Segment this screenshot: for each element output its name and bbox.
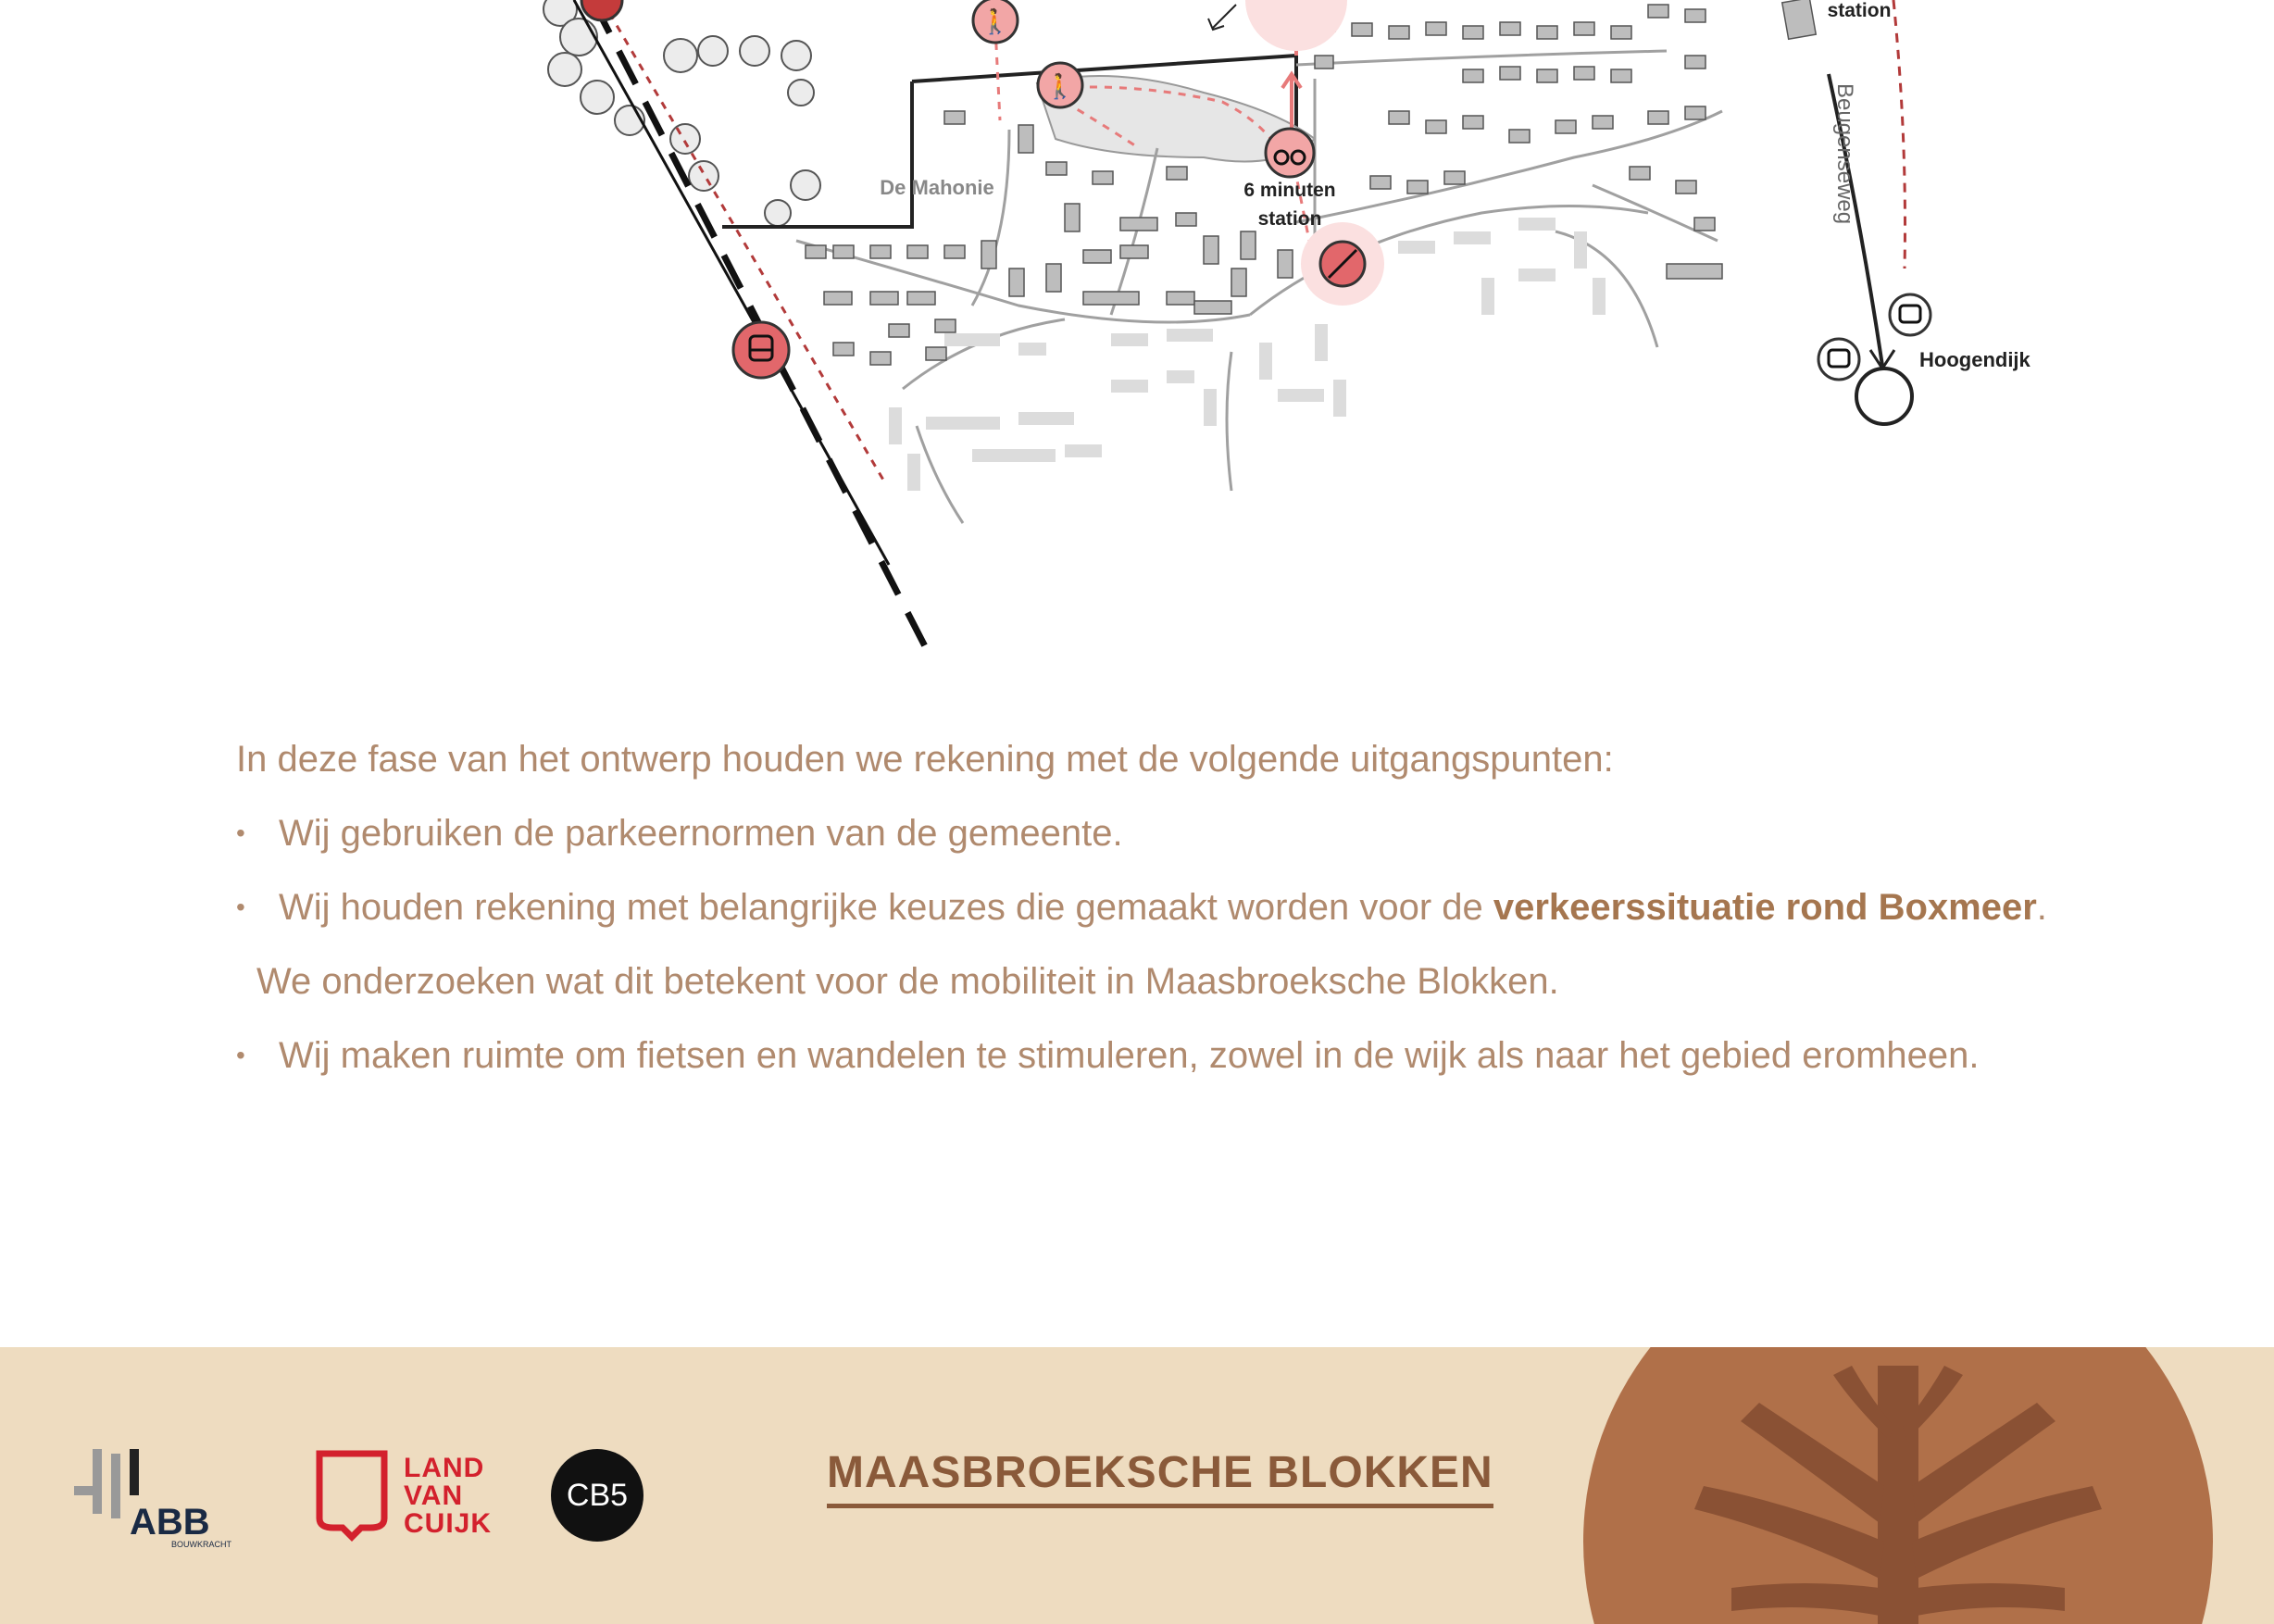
bus-marker bbox=[1890, 294, 1930, 335]
bullet-item bbox=[236, 796, 2088, 870]
bullet-text-pre: Wij houden rekening met belangrijke keuzes die gemaakt worden voor de bbox=[279, 887, 1493, 928]
bullet-item bbox=[236, 1018, 2088, 1093]
station-top-label: station bbox=[1827, 0, 1892, 21]
hoogendijk-label: Hoogendijk bbox=[1919, 348, 2030, 371]
walk-marker bbox=[973, 0, 1018, 43]
site-map bbox=[0, 0, 2274, 648]
bullet-text: Wij maken ruimte om fietsen en wandelen te stimuleren, zowel in de wijk als naar het gebied eromheen. bbox=[279, 1035, 1980, 1076]
bullet-text bbox=[256, 887, 2047, 1002]
return-arrow bbox=[1208, 5, 1236, 30]
bullet-text-bold: verkeerssituatie rond Boxmeer bbox=[1493, 887, 2037, 928]
beugenseweg-label: Beugenseweg bbox=[1832, 83, 1857, 225]
train-marker bbox=[733, 322, 789, 378]
bullet-item bbox=[236, 870, 2088, 1018]
cb5-logo-text: CB5 bbox=[566, 1477, 629, 1513]
de-mahonie-label: De Mahonie bbox=[880, 176, 994, 199]
principles-text bbox=[236, 722, 2088, 1093]
hoogendijk-node bbox=[1856, 369, 1912, 424]
lvc-line: LAND bbox=[404, 1453, 485, 1483]
station-halo bbox=[1245, 0, 1347, 51]
bullet-dot: • bbox=[236, 893, 245, 921]
footer bbox=[0, 1347, 2274, 1624]
walking-route bbox=[602, 0, 884, 481]
lvc-line: CUIJK bbox=[404, 1508, 493, 1539]
bullet-dot: • bbox=[236, 1041, 245, 1069]
bullet-dot: • bbox=[236, 818, 245, 847]
walk-marker bbox=[1038, 63, 1082, 107]
bus-marker bbox=[1818, 339, 1859, 380]
tree-emblem bbox=[1574, 1347, 2222, 1624]
land-van-cuijk-logo-text bbox=[404, 1455, 492, 1538]
station-label: station bbox=[1257, 208, 1322, 230]
abb-logo-subtext: BOUWKRACHT bbox=[171, 1540, 231, 1549]
cb5-logo bbox=[551, 1449, 643, 1542]
station-building bbox=[1782, 0, 1816, 39]
train-marker-top bbox=[581, 0, 622, 20]
intro-paragraph: In deze fase van het ontwerp houden we rekening met de volgende uitgangspunten: bbox=[236, 739, 1614, 780]
abb-logo-text: ABB bbox=[130, 1502, 210, 1543]
bullet-text-post: . We onderzoeken wat dit betekent voor de mobiliteit in Maasbroeksche Blokken. bbox=[256, 887, 2047, 1002]
abb-logo bbox=[74, 1449, 250, 1551]
bus-route-dashed bbox=[1893, 0, 1905, 269]
svg-text:🚶: 🚶 bbox=[1044, 72, 1076, 100]
car-prohibited-marker bbox=[1301, 222, 1384, 306]
minutes-label: 6 minuten bbox=[1243, 180, 1336, 201]
bullet-text: Wij gebruiken de parkeernormen van de gemeente. bbox=[279, 813, 1123, 854]
svg-text:🚶: 🚶 bbox=[980, 7, 1011, 35]
project-title: MAASBROEKSCHE BLOKKEN bbox=[827, 1447, 1493, 1508]
bike-marker bbox=[1266, 129, 1314, 177]
lvc-line: VAN bbox=[404, 1480, 464, 1511]
